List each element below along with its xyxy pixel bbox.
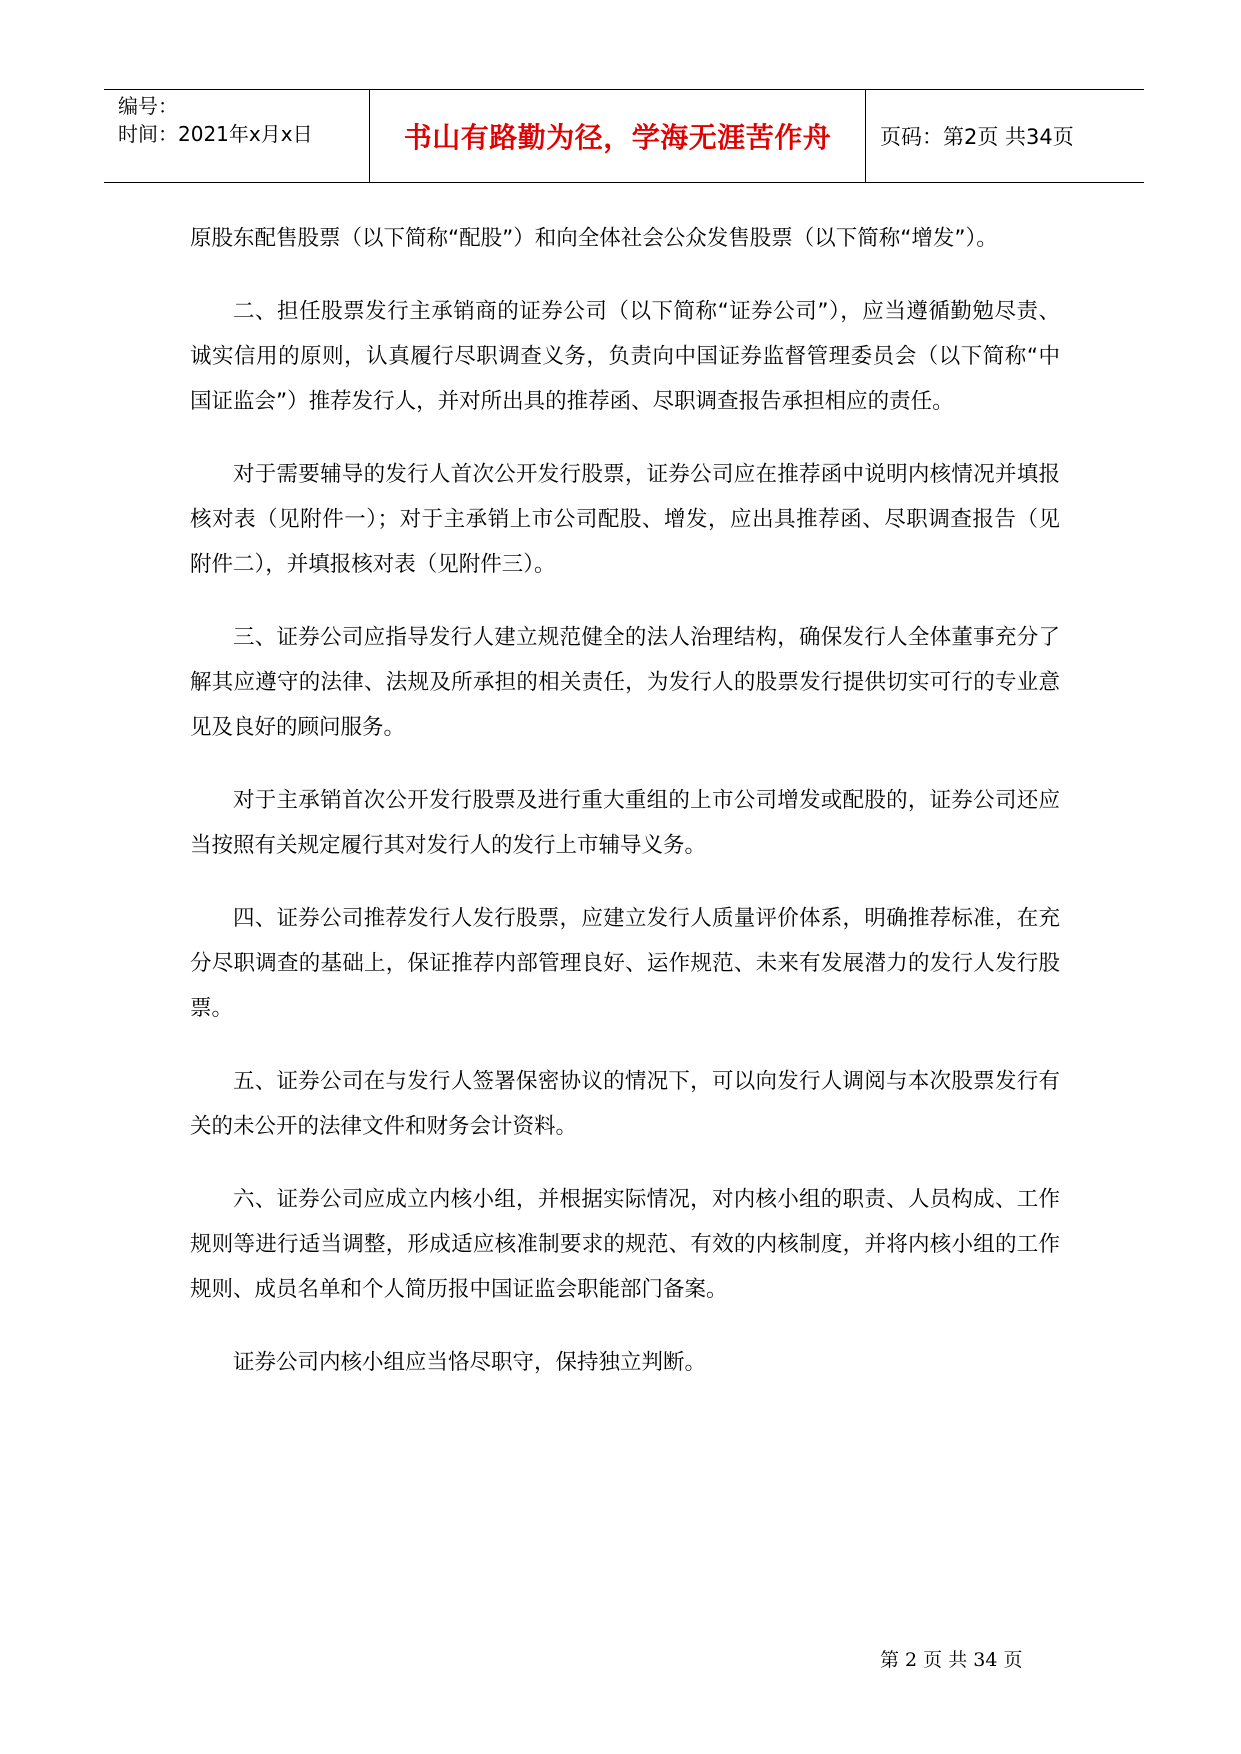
paragraph: 六、证券公司应成立内核小组，并根据实际情况，对内核小组的职责、人员构成、工作规则等进行适当调整，形成适应核准制要求的规范、有效的内核制度，并将内核小组的工作规则、成员名单和个人简历报中国证监会职能部门备案。 xyxy=(190,1187,1060,1302)
paragraph: 原股东配售股票（以下简称“配股”）和向全体社会公众发售股票（以下简称“增发”）。 xyxy=(190,226,998,251)
document-time-label: 时间：2021年x月x日 xyxy=(118,122,313,146)
page-header xyxy=(104,89,1144,183)
header-motto: 书山有路勤为径，学海无涯苦作舟 xyxy=(403,121,832,154)
paragraph: 对于需要辅导的发行人首次公开发行股票，证券公司应在推荐函中说明内核情况并填报核对表（见附件一）；对于主承销上市公司配股、增发，应出具推荐函、尽职调查报告（见附件二），并填报核对表（见附件三）。 xyxy=(190,462,1060,577)
paragraph: 四、证券公司推荐发行人发行股票，应建立发行人质量评价体系，明确推荐标准，在充分尽职调查的基础上，保证推荐内部管理良好、运作规范、未来有发展潜力的发行人发行股票。 xyxy=(190,906,1060,1021)
header-page-info: 页码：第2页 共34页 xyxy=(880,125,1074,149)
document-body xyxy=(190,216,1060,1413)
header-meta-cell xyxy=(104,90,370,182)
paragraph: 二、担任股票发行主承销商的证券公司（以下简称“证券公司”），应当遵循勤勉尽责、诚实信用的原则，认真履行尽职调查义务，负责向中国证券监督管理委员会（以下简称“中国证监会”）推荐发行人，并对所出具的推荐函、尽职调查报告承担相应的责任。 xyxy=(190,299,1060,414)
paragraph: 五、证券公司在与发行人签署保密协议的情况下，可以向发行人调阅与本次股票发行有关的未公开的法律文件和财务会计资料。 xyxy=(190,1069,1060,1139)
paragraph: 证券公司内核小组应当恪尽职守，保持独立判断。 xyxy=(233,1350,707,1375)
paragraph: 三、证券公司应指导发行人建立规范健全的法人治理结构，确保发行人全体董事充分了解其应遵守的法律、法规及所承担的相关责任，为发行人的股票发行提供切实可行的专业意见及良好的顾问服务。 xyxy=(190,625,1060,740)
header-motto-cell xyxy=(370,90,866,182)
paragraph: 对于主承销首次公开发行股票及进行重大重组的上市公司增发或配股的，证券公司还应当按照有关规定履行其对发行人的发行上市辅导义务。 xyxy=(190,788,1060,858)
page-footer-number: 第 2 页 共 34 页 xyxy=(880,1649,1023,1671)
document-number-label: 编号： xyxy=(118,94,178,118)
